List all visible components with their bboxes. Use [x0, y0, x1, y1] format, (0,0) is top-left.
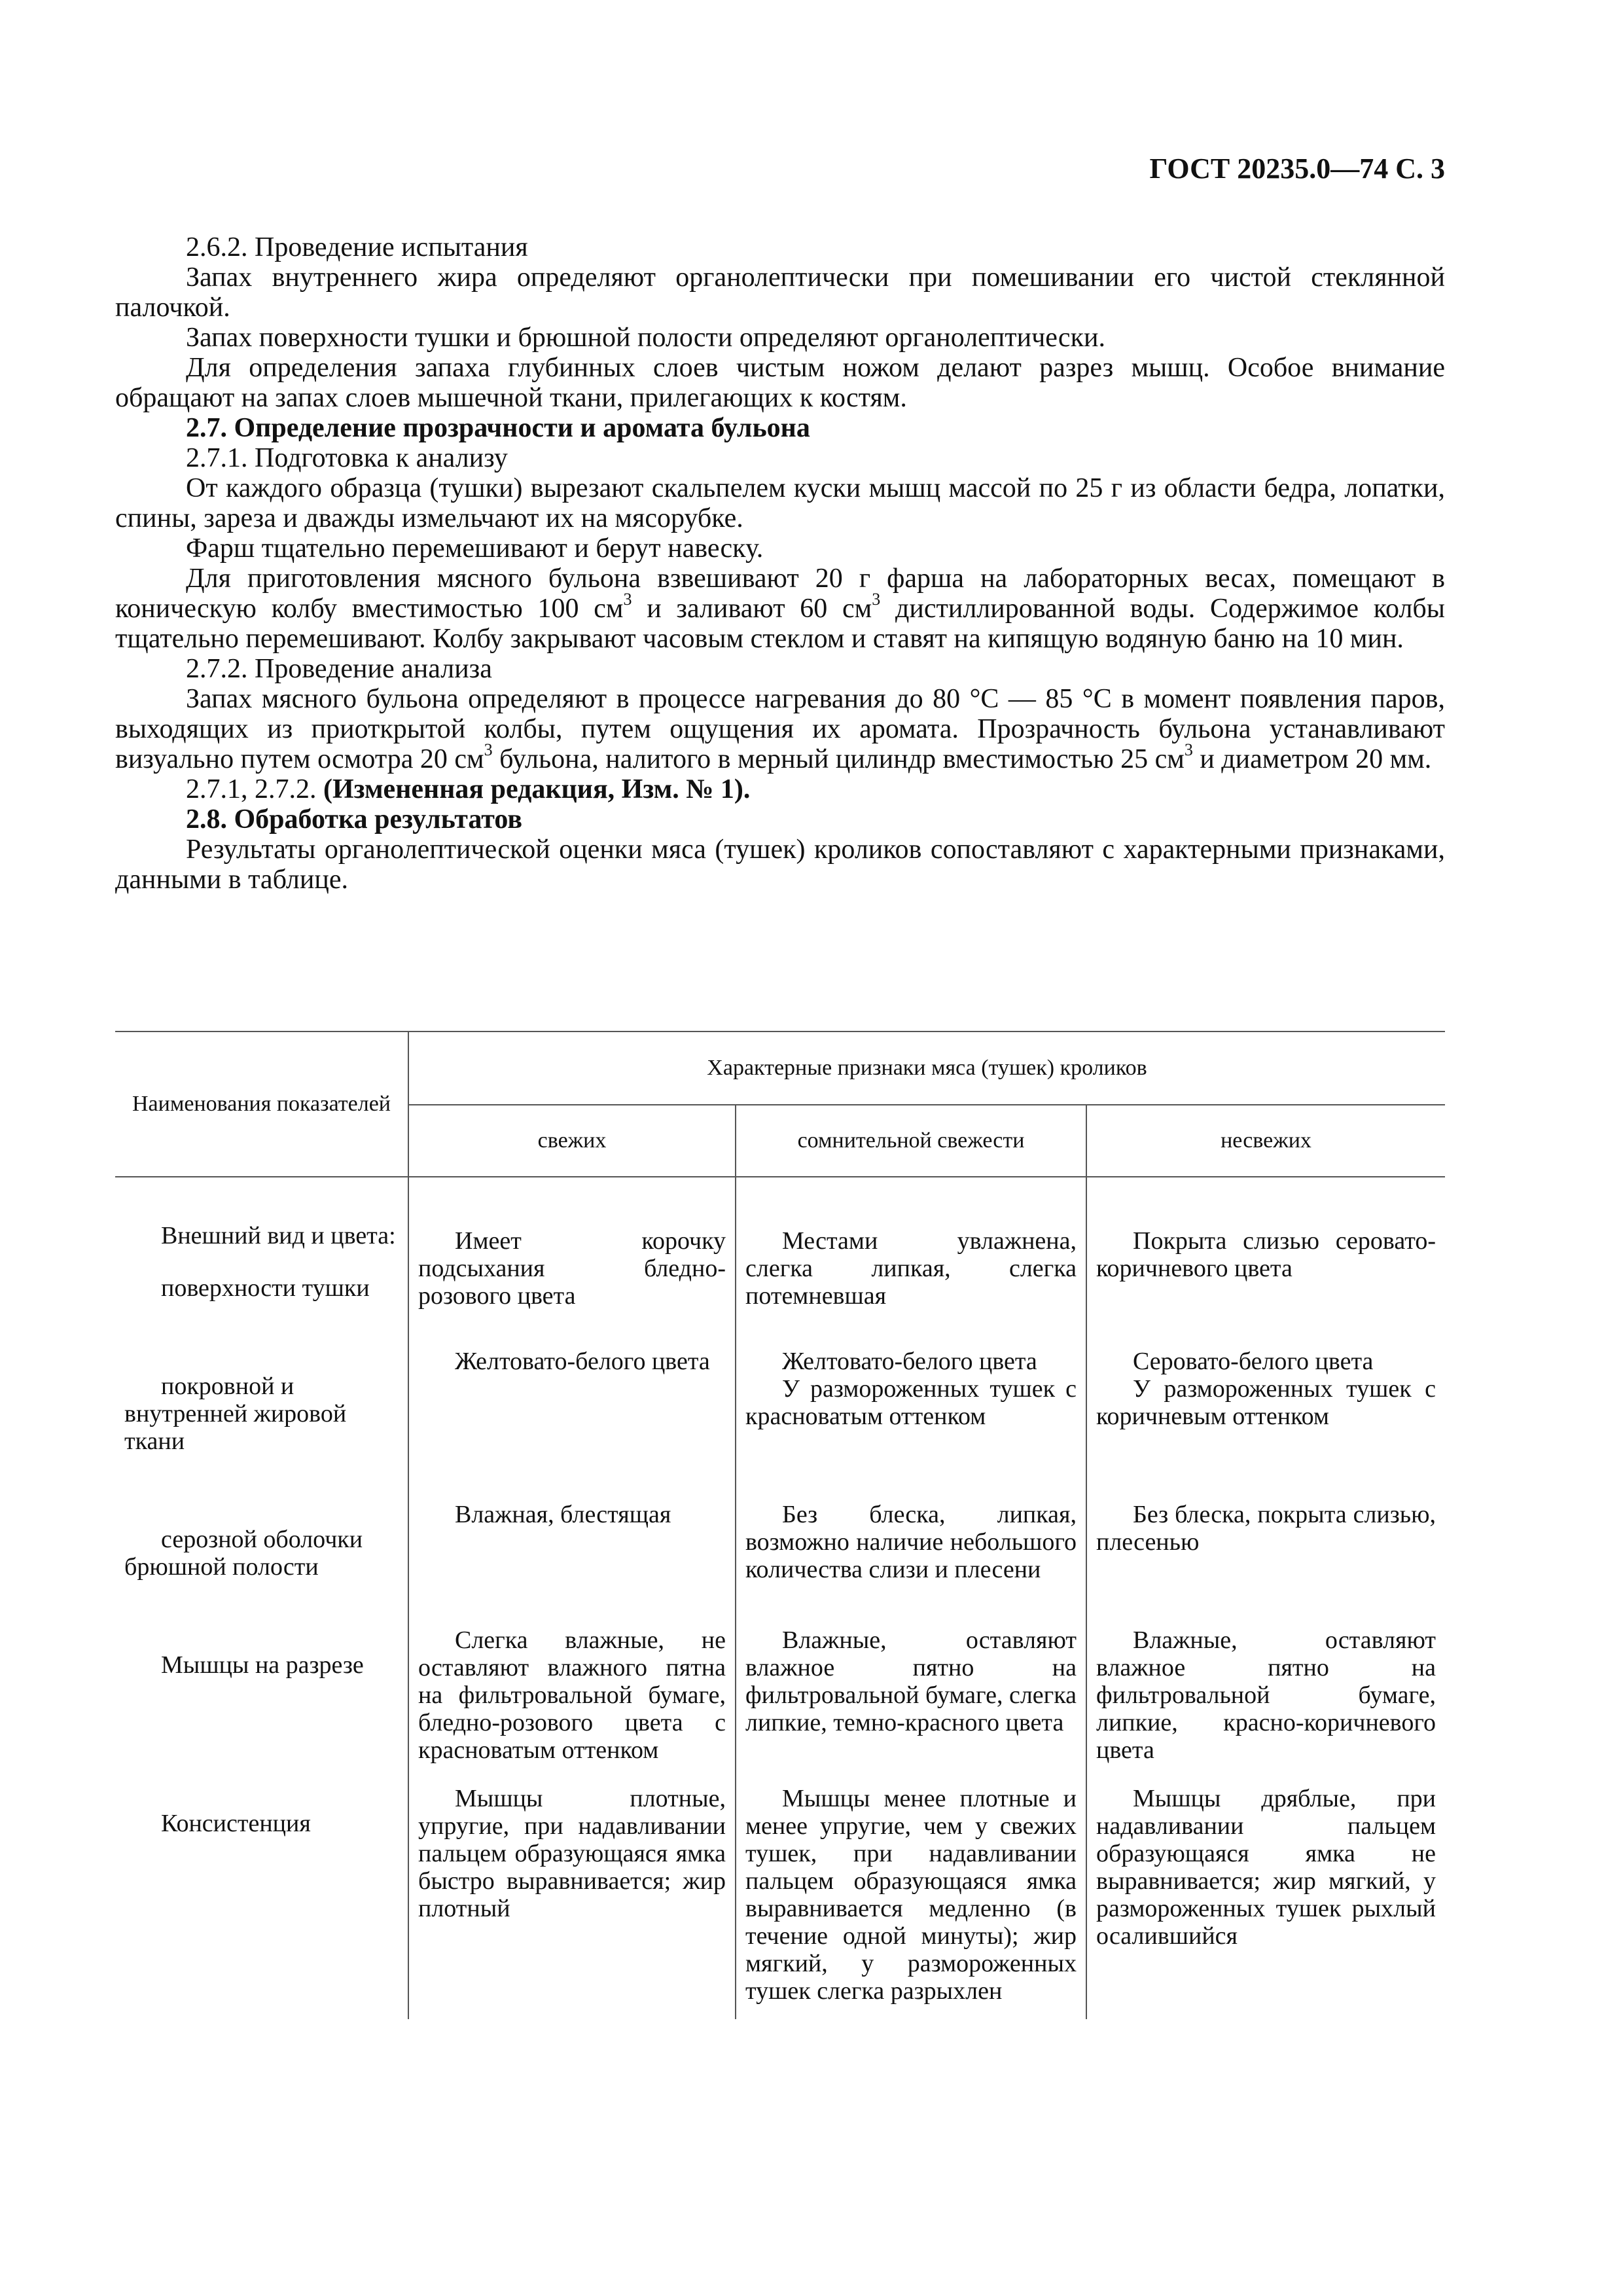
cell-doubtful: Без блеска, липкая, возможно наличие небольшого количества слизи и плесени [736, 1480, 1086, 1605]
subheader-doubtful: сомнительной свежести [736, 1105, 1086, 1177]
cell-fresh: Мышцы плотные, упругие, при надавливании пальцем образующаяся ямка быстро выравнивается; жир плотный [408, 1764, 736, 2019]
para-2-7-1: 2.7.1. Подготовка к анализу [186, 443, 508, 473]
subheader-stale: несвежих [1086, 1105, 1445, 1177]
characteristics-table [115, 1031, 1445, 2019]
row-label: Консистенция [161, 1810, 311, 1837]
cell-doubtful: Мышцы менее плотные и менее упругие, чем у свежих тушек, при надавливании пальцем образующаяся ямка выравнивается медленно (в течение одной минуты); жир мягкий, у размороженных тушек слегка разрыхлен [736, 1764, 1086, 2019]
cell-stale: Мышцы дряблые, при надавливании пальцем образующаяся ямка не выравнивается; жир мягкий, у размороженных тушек рыхлый осалившийся [1086, 1764, 1445, 2019]
row-label: серозной оболочки брюшной полости [124, 1526, 363, 1581]
row-label: Мышцы на разрезе [161, 1651, 364, 1679]
heading-2-7: 2.7. Определение прозрачности и аромата бульона [186, 413, 810, 443]
para-samples: От каждого образца (тушки) вырезают скальпелем куски мышц массой по 25 г из области бедра, лопатки, спины, зареза и дважды измельчают их на мясорубке. [115, 473, 1445, 533]
para-mince: Фарш тщательно перемешивают и берут навеску. [186, 533, 764, 564]
row-label: покровной и внутренней жировой ткани [124, 1372, 347, 1455]
para-amendment: 2.7.1, 2.7.2. (Измененная редакция, Изм. № 1). [186, 774, 751, 804]
cell-fresh: Влажная, блестящая [408, 1480, 736, 1605]
body-text [115, 232, 1445, 895]
cell-stale: Покрыта слизью серовато-коричневого цвета [1086, 1177, 1445, 1327]
table-row [115, 1327, 1445, 1480]
heading-2-8: 2.8. Обработка результатов [186, 804, 523, 834]
cell-fresh: Желтовато-белого цвета [408, 1327, 736, 1480]
cell-fresh: Имеет корочку подсыхания бледно-розового цвета [408, 1177, 736, 1327]
table-row [115, 1764, 1445, 2019]
cell-stale: Влажные, оставляют влажное пятно на фильтровальной бумаге, липкие, красно-коричневого цвета [1086, 1605, 1445, 1764]
cell-stale: Серовато-белого цвета У размороженных тушек с коричневым оттенком [1086, 1327, 1445, 1480]
page-header: ГОСТ 20235.0—74 С. 3 [1149, 152, 1445, 185]
row-label: Внешний вид и цвета: поверхности тушки [161, 1222, 396, 1302]
para-deep-layers: Для определения запаха глубинных слоев чистым ножом делают разрез мышц. Особое внимание обращают на запах слоев мышечной ткани, прилегающих к костям. [115, 353, 1445, 413]
cell-doubtful: Влажные, оставляют влажное пятно на фильтровальной бумаге, слегка липкие, темно-красного цвета [736, 1605, 1086, 1764]
table-row [115, 1177, 1445, 1327]
cell-doubtful: Местами увлажнена, слегка липкая, слегка потемневшая [736, 1177, 1086, 1327]
para-2-7-2: 2.7.2. Проведение анализа [186, 654, 492, 684]
cell-stale: Без блеска, покрыта слизью, плесенью [1086, 1480, 1445, 1605]
table-row [115, 1605, 1445, 1764]
para-surface: Запах поверхности тушки и брюшной полости определяют органолептически. [186, 323, 1105, 353]
para-2-6-2: 2.6.2. Проведение испытания [186, 232, 528, 262]
group-header: Характерные признаки мяса (тушек) кроликов [408, 1031, 1445, 1105]
cell-doubtful: Желтовато-белого цвета У размороженных тушек с красноватым оттенком [736, 1327, 1086, 1480]
para-broth-analysis: Запах мясного бульона определяют в процессе нагревания до 80 °С — 85 °С в момент появления паров, выходящих из приоткрытой колбы, путем ощущения их аромата. Прозрачность бульона устанавливают визуально путем осмотра 20 $см^3$ бульона, налитого в мерный цилиндр вместимостью 25 $см^3$ и диаметром 20 мм. [115, 684, 1445, 774]
para-results: Результаты органолептической оценки мяса (тушек) кроликов сопоставляют с характерными признаками, данными в таблице. [115, 834, 1445, 895]
cell-fresh: Слегка влажные, не оставляют влажного пятна на фильтровальной бумаге, бледно-розового цвета с красноватым оттенком [408, 1605, 736, 1764]
para-inner-fat: Запах внутреннего жира определяют органолептически при помешивании его чистой стеклянной палочкой. [115, 262, 1445, 323]
col-header-indicators: Наименования показателей [115, 1031, 408, 1177]
subheader-fresh: свежих [408, 1105, 736, 1177]
para-broth-prep: Для приготовления мясного бульона взвешивают 20 г фарша на лабораторных весах, помещают в коническую колбу вместимостью 100 $см^3$ и заливают 60 $см^3$ дистиллированной воды. Содержимое колбы тщательно перемешивают. Колбу закрывают часовым стеклом и ставят на кипящую водяную баню на 10 мин. [115, 564, 1445, 654]
table-header-row [115, 1031, 1445, 1105]
table-row [115, 1480, 1445, 1605]
